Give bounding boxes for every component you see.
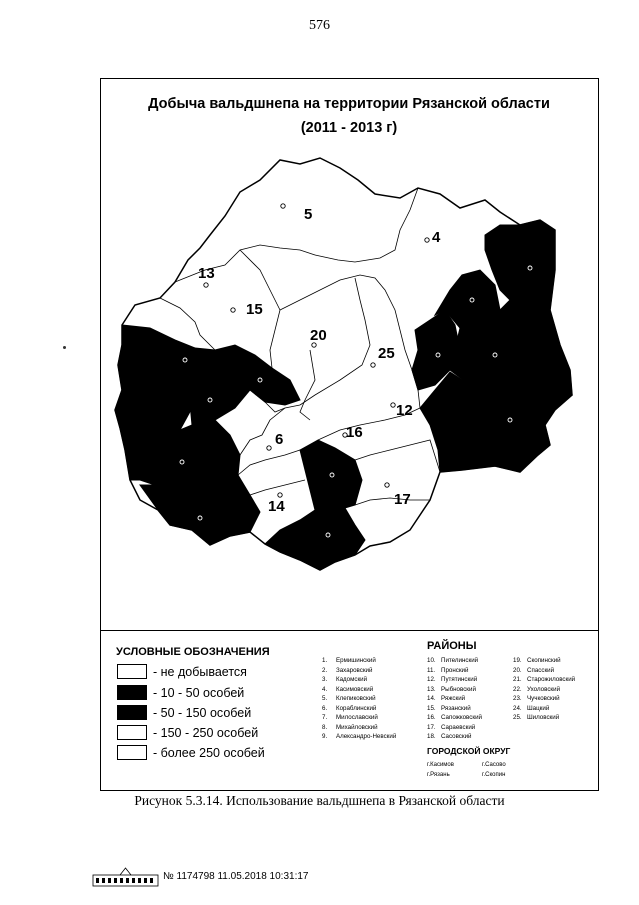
district-number: 5. (322, 695, 328, 702)
district-number: 7. (322, 714, 328, 721)
district-name: Александро-Невский (336, 733, 397, 740)
legend-swatch-white (117, 745, 147, 760)
region-label-13: 13 (198, 265, 215, 282)
district-number: 13. (427, 685, 436, 693)
district-entry (322, 656, 396, 666)
district-number: 4. (322, 685, 328, 693)
district-number: 12. (427, 676, 436, 683)
frame-divider (101, 630, 598, 631)
region-label-6: 6 (275, 431, 284, 448)
district-name: Скопинский (527, 657, 561, 664)
district-name: Чучковский (527, 695, 560, 702)
region-label-17: 17 (394, 491, 411, 508)
district-entry (513, 666, 575, 676)
legend-label: - 50 - 150 особей (153, 705, 252, 720)
district-entry (322, 732, 396, 742)
district-name: Путятинский (441, 676, 478, 683)
region-label-14: 14 (268, 498, 285, 515)
map-title-line1: Добыча вальдшнепа на территории Рязанской области (148, 96, 550, 112)
district-name: Рязанский (441, 704, 471, 712)
district-name: Ряжский (441, 695, 466, 702)
district-name: Кадомский (336, 676, 368, 683)
district-entry (322, 694, 396, 704)
region-label-5: 5 (304, 206, 313, 223)
district-entry (513, 704, 575, 714)
district-number: 3. (322, 676, 328, 683)
document-stamp: № 1174798 11.05.2018 10:31:17 (163, 871, 309, 882)
district-number: 8. (322, 723, 328, 731)
region-label-15: 15 (246, 301, 263, 318)
legend-item-150-250 (117, 724, 258, 741)
figure-caption: Рисунок 5.3.14. Использование вальдшнепа в Рязанской области (134, 793, 505, 808)
district-number: 11. (427, 666, 436, 674)
region-label-20: 20 (310, 327, 327, 344)
region-map (100, 150, 580, 580)
legend-label: - 10 - 50 особей (153, 685, 245, 700)
district-entry (513, 713, 575, 723)
district-name: Захаровский (336, 666, 373, 674)
district-name: Ермишинский (336, 657, 376, 664)
district-name: Ухоловский (527, 685, 561, 693)
legend-swatch-white (117, 664, 147, 679)
legend-title: УСЛОВНЫЕ ОБОЗНАЧЕНИЯ (116, 646, 270, 658)
district-name: Рыбновский (441, 685, 476, 693)
district-number: 14. (427, 695, 436, 702)
district-number: 6. (322, 704, 328, 712)
district-number: 19. (513, 657, 522, 664)
region-label-4: 4 (432, 229, 441, 246)
district-number: 21. (513, 676, 522, 683)
district-number: 17. (427, 723, 436, 731)
map-title-line2: (2011 - 2013 г) (300, 120, 398, 136)
district-name: Сараевский (441, 723, 476, 731)
district-entry (427, 685, 482, 695)
district-entry (427, 732, 482, 742)
district-entry (513, 675, 575, 685)
district-number: 15. (427, 704, 436, 712)
legend-label: - более 250 особей (153, 745, 265, 760)
legend-item-none (117, 663, 247, 680)
region-label-25: 25 (378, 345, 395, 362)
okrug-title: ГОРОДСКОЙ ОКРУГ (427, 746, 511, 756)
legend-item-10-50 (117, 684, 244, 701)
district-name: Старожиловский (527, 676, 576, 683)
district-number: 9. (322, 733, 328, 740)
district-entry (322, 685, 396, 695)
region-label-16: 16 (346, 424, 363, 441)
legend-swatch-black (117, 685, 147, 700)
district-number: 18. (427, 733, 436, 740)
district-entry (427, 675, 482, 685)
okrug-item: г.Касимов (427, 762, 454, 768)
district-entry (322, 713, 396, 723)
okrug-item: г.Скопин (482, 772, 506, 778)
district-number: 10. (427, 657, 436, 664)
district-number: 25. (513, 714, 522, 721)
map-title (104, 92, 594, 140)
district-name: Кораблинский (336, 704, 377, 712)
district-number: 22. (513, 685, 522, 693)
districts-column-2 (427, 656, 482, 742)
district-entry (427, 723, 482, 733)
legend-label: - 150 - 250 особей (153, 725, 259, 740)
district-number: 23. (513, 695, 522, 702)
districts-column-3 (513, 656, 575, 723)
district-number: 20. (513, 666, 522, 674)
districts-column-1 (322, 656, 396, 742)
stamp-building-icon (92, 866, 159, 887)
district-number: 16. (427, 714, 436, 721)
district-entry (427, 666, 482, 676)
district-entry (427, 694, 482, 704)
district-name: Сапожковский (441, 714, 482, 721)
legend-swatch-white (117, 725, 147, 740)
district-number: 1. (322, 657, 328, 664)
district-number: 2. (322, 666, 328, 674)
legend-swatch-black (117, 705, 147, 720)
okrug-item: г.Рязань (427, 772, 450, 778)
district-entry (513, 694, 575, 704)
district-name: Шацкий (527, 704, 550, 712)
district-name: Шиловский (527, 714, 560, 721)
district-entry (322, 675, 396, 685)
districts-title: РАЙОНЫ (427, 640, 477, 652)
district-name: Михайловский (336, 723, 378, 731)
legend-label: - не добывается (153, 664, 247, 679)
district-entry (427, 704, 482, 714)
district-entry (513, 656, 575, 666)
district-name: Спасский (527, 666, 555, 674)
page-number: 576 (309, 18, 330, 33)
district-name: Милославский (336, 714, 378, 721)
legend-item-over-250 (117, 744, 265, 761)
district-entry (427, 656, 482, 666)
legend-item-50-150 (117, 704, 251, 721)
district-name: Пронский (441, 666, 469, 674)
okrug-item: г.Сасово (482, 762, 506, 768)
district-name: Клепиковский (336, 695, 376, 702)
district-entry (322, 723, 396, 733)
district-entry (513, 685, 575, 695)
district-name: Пителинский (441, 657, 479, 664)
district-entry (322, 704, 396, 714)
district-entry (322, 666, 396, 676)
district-name: Касимовский (336, 685, 374, 693)
district-number: 24. (513, 704, 522, 712)
district-entry (427, 713, 482, 723)
region-label-12: 12 (396, 402, 413, 419)
scan-dot (63, 346, 66, 349)
district-name: Сасовский (441, 733, 472, 740)
